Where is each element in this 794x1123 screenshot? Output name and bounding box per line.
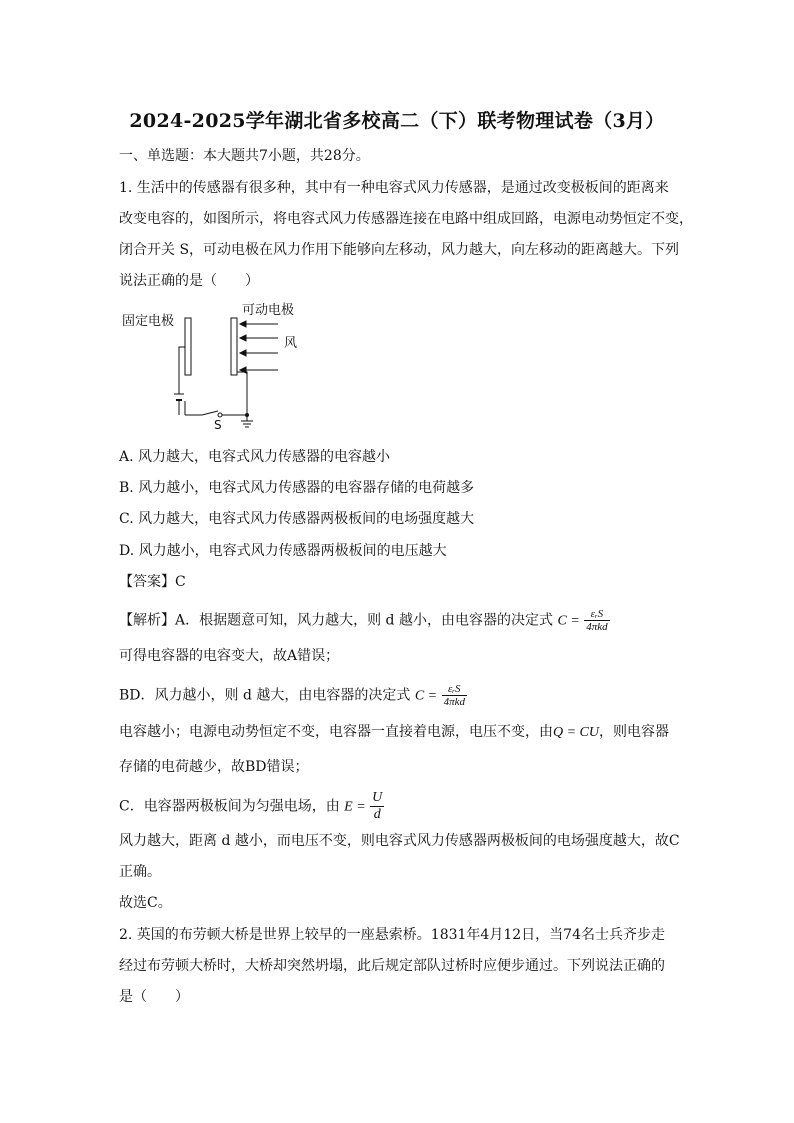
q1-stem-line-3: 闭合开关 S，可动电极在风力作用下能够向左移动，风力越大，向左移动的距离越大。下列	[119, 242, 680, 258]
analysis-bd-line-2: 电容越小；电源电动势恒定不变，电容器一直接着电源，电压不变，由Q = CU，则电容器	[119, 724, 670, 740]
q1-stem-line-2: 改变电容的，如图所示，将电容式风力传感器连接在电路中组成回路，电源电动势恒定不变，	[119, 211, 693, 227]
switch-contact	[218, 413, 222, 417]
fixed-plate	[185, 318, 191, 375]
analysis-bd-line-3: 存储的电荷越少，故BD错误；	[119, 759, 309, 775]
analysis-conclusion: 故选C。	[119, 895, 172, 911]
q1-option-b: B. 风力越小，电容式风力传感器的电容器存储的电荷越多	[119, 480, 475, 496]
formula-charge: Q = CU	[553, 725, 600, 740]
q2-stem-line-2: 经过布劳顿大桥时，大桥却突然坍塌，此后规定部队过桥时应便步通过。下列说法正确的	[119, 958, 665, 974]
formula-capacitance-fraction-2: $\frac{\text{εᵣS}}{\text{4πkd}}$	[443, 683, 465, 708]
wind-arrows	[240, 321, 278, 373]
analysis-c-line-3: 正确。	[119, 864, 161, 880]
movable-electrode-label: 可动电极	[242, 303, 295, 318]
wind-sensor-circuit-diagram	[118, 298, 318, 438]
analysis-c-line: C．电容器两极板间为匀强电场，由 E = $\frac{U}{d}$	[119, 790, 383, 822]
formula-capacitance-lhs: C =	[557, 613, 580, 629]
switch-label: S	[214, 418, 222, 432]
q2-stem-line-1: 2. 英国的布劳顿大桥是世界上较早的一座悬索桥。1831年4月12日，当74名士兵齐步走	[119, 927, 665, 943]
wind-label: 风	[284, 336, 298, 351]
analysis-bd-line: BD．风力越小，则 d 越大，由电容器的决定式 C = $\frac{\text{εᵣS}}{\text{4πkd}}$	[119, 683, 465, 708]
switch-blade	[202, 411, 218, 415]
q1-option-a: A. 风力越大，电容式风力传感器的电容越小	[119, 449, 391, 465]
q1-stem-line-4: 说法正确的是（ ）	[119, 273, 259, 289]
q1-option-d: D. 风力越小，电容式风力传感器两极板间的电压越大	[119, 543, 447, 559]
formula-capacitance-fraction: $\frac{\text{εᵣS}}{\text{4πkd}}$	[586, 608, 608, 633]
section-heading: 一、单选题：本大题共7小题，共28分。	[119, 148, 370, 164]
analysis-a-line: 【解析】A．根据题意可知，风力越大，则 d 越小，由电容器的决定式 C = $\frac{\text{εᵣS}}{\text{4πkd}}$	[119, 608, 608, 633]
q1-option-c: C. 风力越大，电容式风力传感器两极板间的电场强度越大	[119, 511, 475, 527]
fixed-electrode-label: 固定电极	[122, 314, 175, 329]
q2-stem-line-3: 是（ ）	[119, 989, 189, 1005]
formula-field-fraction: $\frac{U}{d}$	[372, 790, 383, 822]
q1-stem-line-1: 1. 生活中的传感器有很多种，其中有一种电容式风力传感器，是通过改变极板间的距离来	[119, 180, 669, 196]
q1-answer: 【答案】C	[119, 574, 186, 590]
analysis-c-line-2: 风力越大，距离 d 越小，而电压不变，则电容式风力传感器两极板间的电场强度越大，故C	[119, 833, 680, 849]
movable-plate	[231, 318, 237, 375]
analysis-a-conclusion: 可得电容器的电容变大，故A错误；	[119, 648, 340, 664]
page-title: 2024-2025学年湖北省多校高二（下）联考物理试卷（3月）	[129, 110, 665, 132]
